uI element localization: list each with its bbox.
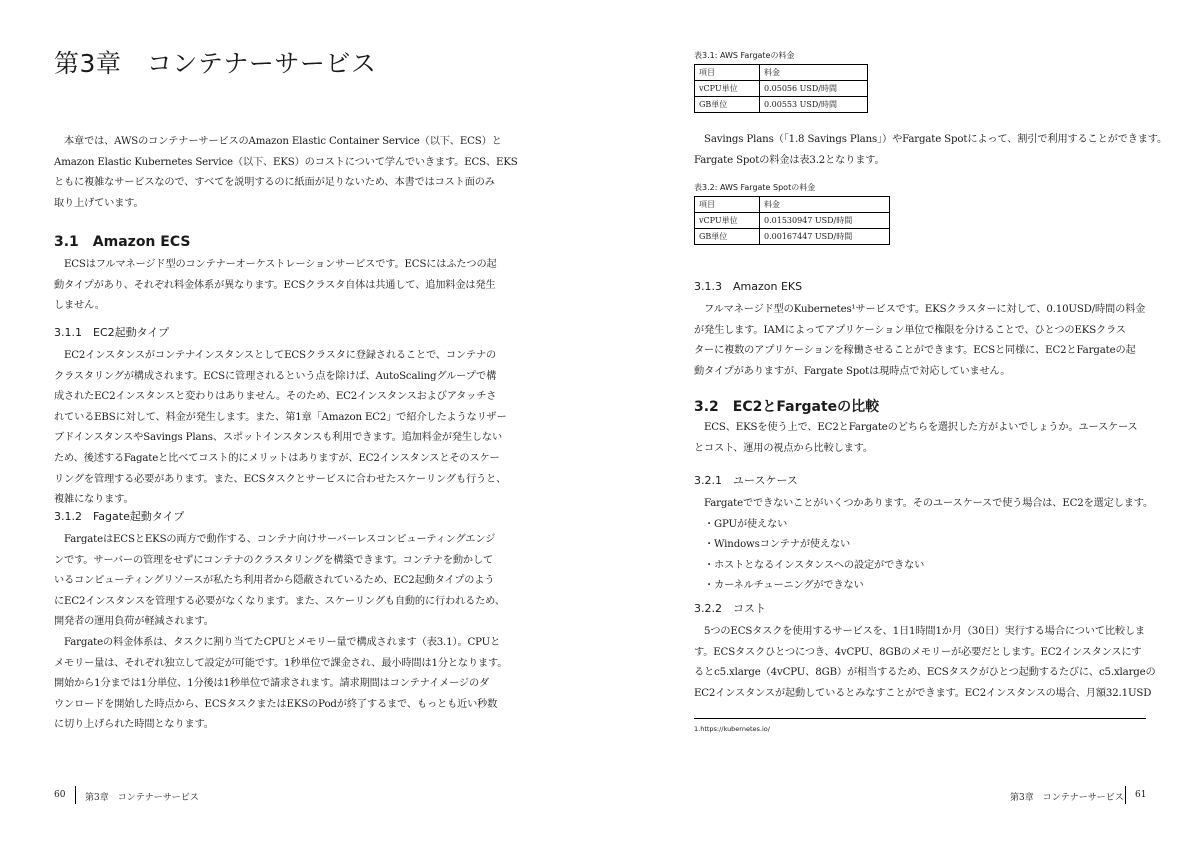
text-line: ウンロードを開始した時点から、ECSタスクまたはEKSのPodが終了するまで、もっとも近い秒数 [54, 698, 498, 710]
table-header-cell: 項目 [695, 65, 760, 81]
text-line: リングを管理する必要があります。また、ECSタスクとサービスに合わせたスケーリングも行うと、 [54, 473, 507, 485]
list-item: ・GPUが使えない [704, 518, 788, 530]
list-item: ・Windowsコンテナが使えない [704, 539, 851, 551]
section-paragraph [54, 255, 497, 317]
text-line: 5つのECSタスクを使用するサービスを、1日1時間1か月（30日）実行する場合について比較しま [704, 626, 1145, 637]
text-line: に切り上げられた時間となります。 [54, 719, 214, 731]
footnote: 1.https://kubernetes.io/ [694, 725, 770, 733]
folio-divider [75, 786, 76, 804]
fargate-spot-price-table [694, 196, 890, 245]
section-paragraph [54, 530, 507, 736]
section-heading: 3.1 Amazon ECS [54, 234, 191, 250]
table-header-row [695, 197, 890, 213]
text-line: 本章では、AWSのコンテナーサービスのAmazon Elastic Container Service（以下、ECS）と [64, 136, 502, 147]
text-line: れているEBSに対して、料金が発生します。また、第1章「Amazon EC2」で紹介したようなリザー [54, 411, 507, 423]
footnote-rule [694, 718, 1146, 719]
right-page [600, 0, 1200, 848]
table-row [695, 213, 890, 229]
text-line: Fargateでできないことがいくつかあります。そのユースケースで使う場合は、EC2を選定します。 [704, 498, 1154, 509]
subsection-heading: 3.2.2 コスト [694, 602, 766, 615]
table-header-row [695, 65, 868, 81]
chapter-title: 第3章 コンテナーサービス [54, 49, 377, 78]
text-line: 開始から1分までは1分単位、1分後は1秒単位で請求されます。請求期間はコンテナイメージのダ [54, 678, 490, 690]
page-number: 60 [54, 790, 66, 800]
table-row [695, 81, 868, 97]
text-line: るとc5.xlarge（4vCPU、8GB）が相当するため、ECSタスクがひとつ起動するたびに、c5.xlargeの [694, 667, 1156, 679]
section-paragraph [694, 300, 1145, 382]
text-line: ECS、EKSを使う上で、EC2とFargateのどちらを選択した方がよいでしょうか。ユースケース [704, 422, 1138, 433]
subsection-heading: 3.2.1 ユースケース [694, 474, 798, 487]
text-line: Amazon Elastic Kubernetes Service（以下、EKS）のコストについて学んでいきます。ECS、EKS [54, 156, 518, 168]
text-line: クラスタリングが構成されます。ECSに管理されるという点を除けば、AutoScalingグループで構 [54, 370, 497, 382]
text-line: にEC2インスタンスを管理する必要がなくなります。また、スケーリングも自動的に行われるため、 [54, 595, 505, 607]
table-cell: 0.00553 USD/時間 [760, 97, 868, 113]
text-line: 取り上げています。 [54, 197, 144, 209]
text-line: ともに複雑なサービスなので、すべてを説明するのに紙面が足りないため、本書ではコスト面のみ [54, 177, 495, 189]
text-line: ブドインスタンスやSavings Plans、スポットインスタンスも利用できます。追加料金が発生しない [54, 432, 503, 444]
text-line: 開発者の運用負荷が軽減されます。 [54, 616, 214, 628]
folio-divider [1125, 786, 1126, 804]
text-line: が発生します。IAMによってアプリケーション単位で権限を分けることで、ひとつのEKSクラス [694, 324, 1126, 336]
subsection-heading: 3.1.3 Amazon EKS [694, 280, 803, 293]
table-cell: 0.01530947 USD/時間 [760, 213, 890, 229]
text-line: Fargateの料金体系は、タスクに割り当てたCPUとメモリー量で構成されます（表3.1）。CPUと [64, 636, 501, 648]
section-paragraph [694, 130, 1167, 171]
text-line: EC2インスタンスがコンテナインスタンスとしてECSクラスタに登録されることで、コンテナの [64, 350, 497, 361]
page-number: 61 [1135, 790, 1147, 800]
list-item: ・カーネルチューニングができない [704, 580, 864, 592]
section-paragraph [694, 494, 1153, 597]
text-line: フルマネージド型のKubernetes¹サービスです。EKSクラスターに対して、0.10USD/時間の料金 [704, 304, 1146, 315]
table-cell: 0.05056 USD/時間 [760, 81, 868, 97]
section-paragraph [54, 346, 507, 511]
text-line: メモリー量は、それぞれ独立して設定が可能です。1秒単位で課金され、最小時間は1分となります。 [54, 657, 508, 669]
text-line: FargateはECSとEKSの両方で動作する、コンテナ向けサーバーレスコンピューティングエンジ [64, 534, 496, 545]
text-line: しません。 [54, 300, 105, 312]
text-line: 動タイプがあり、それぞれ料金体系が異なります。ECSクラスタ自体は共通して、追加料金は発生 [54, 279, 496, 291]
text-line: いるコンピューティングリソースが私たち利用者から隠蔽されているため、EC2起動タイプのよう [54, 575, 495, 587]
text-line: す。ECSタスクひとつにつき、4vCPU、8GBのメモリーが必要だとします。EC2インスタンスにす [694, 646, 1142, 658]
text-line: EC2インスタンスが起動しているとみなすことができます。EC2インスタンスの場合、月額32.1USD [694, 687, 1152, 699]
text-line: 動タイプがありますが、Fargate Spotは現時点で対応していません。 [694, 365, 1011, 377]
text-line: Savings Plans（「1.8 Savings Plans」）やFargate Spotによって、割引で利用することができます。 [704, 134, 1168, 145]
text-line: 成されたEC2インスタンスと変わりはありません。そのため、EC2インスタンスおよびアタッチさ [54, 391, 497, 403]
table-cell: GB単位 [695, 229, 760, 245]
section-paragraph [694, 418, 1138, 459]
fargate-price-table [694, 64, 868, 113]
text-line: とコスト、運用の視点から比較します。 [694, 442, 873, 454]
table-caption: 表3.2: AWS Fargate Spotの料金 [694, 183, 816, 192]
table-cell: 0.00167447 USD/時間 [760, 229, 890, 245]
text-line: 複雑になります。 [54, 494, 134, 506]
table-header-cell: 料金 [760, 197, 890, 213]
text-line: ンです。サーバーの管理をせずにコンテナのクラスタリングを構築できます。コンテナを動かして [54, 554, 493, 566]
section-heading: 3.2 EC2とFargateの比較 [694, 399, 880, 415]
subsection-heading: 3.1.2 Fagate起動タイプ [54, 510, 185, 523]
text-line: ため、後述するFagateと比べてコスト的にメリットはありますが、EC2インスタンスとそのスケー [54, 452, 500, 464]
intro-paragraph [54, 132, 518, 214]
table-row [695, 229, 890, 245]
table-cell: GB単位 [695, 97, 760, 113]
running-header: 第3章 コンテナーサービス [1010, 793, 1124, 803]
running-header: 第3章 コンテナーサービス [85, 793, 199, 803]
table-cell: vCPU単位 [695, 213, 760, 229]
table-caption: 表3.1: AWS Fargateの料金 [694, 51, 795, 60]
text-line: ターに複数のアプリケーションを稼働させることができます。ECSと同様に、EC2とFargateの起 [694, 345, 1136, 357]
table-cell: vCPU単位 [695, 81, 760, 97]
list-item: ・ホストとなるインスタンスへの設定ができない [704, 559, 925, 571]
section-paragraph [694, 622, 1156, 704]
table-header-cell: 料金 [760, 65, 868, 81]
subsection-heading: 3.1.1 EC2起動タイプ [54, 326, 170, 339]
table-row [695, 97, 868, 113]
table-header-cell: 項目 [695, 197, 760, 213]
text-line: ECSはフルマネージド型のコンテナーオーケストレーションサービスです。ECSにはふたつの起 [64, 259, 497, 270]
text-line: Fargate Spotの料金は表3.2となります。 [694, 154, 885, 166]
